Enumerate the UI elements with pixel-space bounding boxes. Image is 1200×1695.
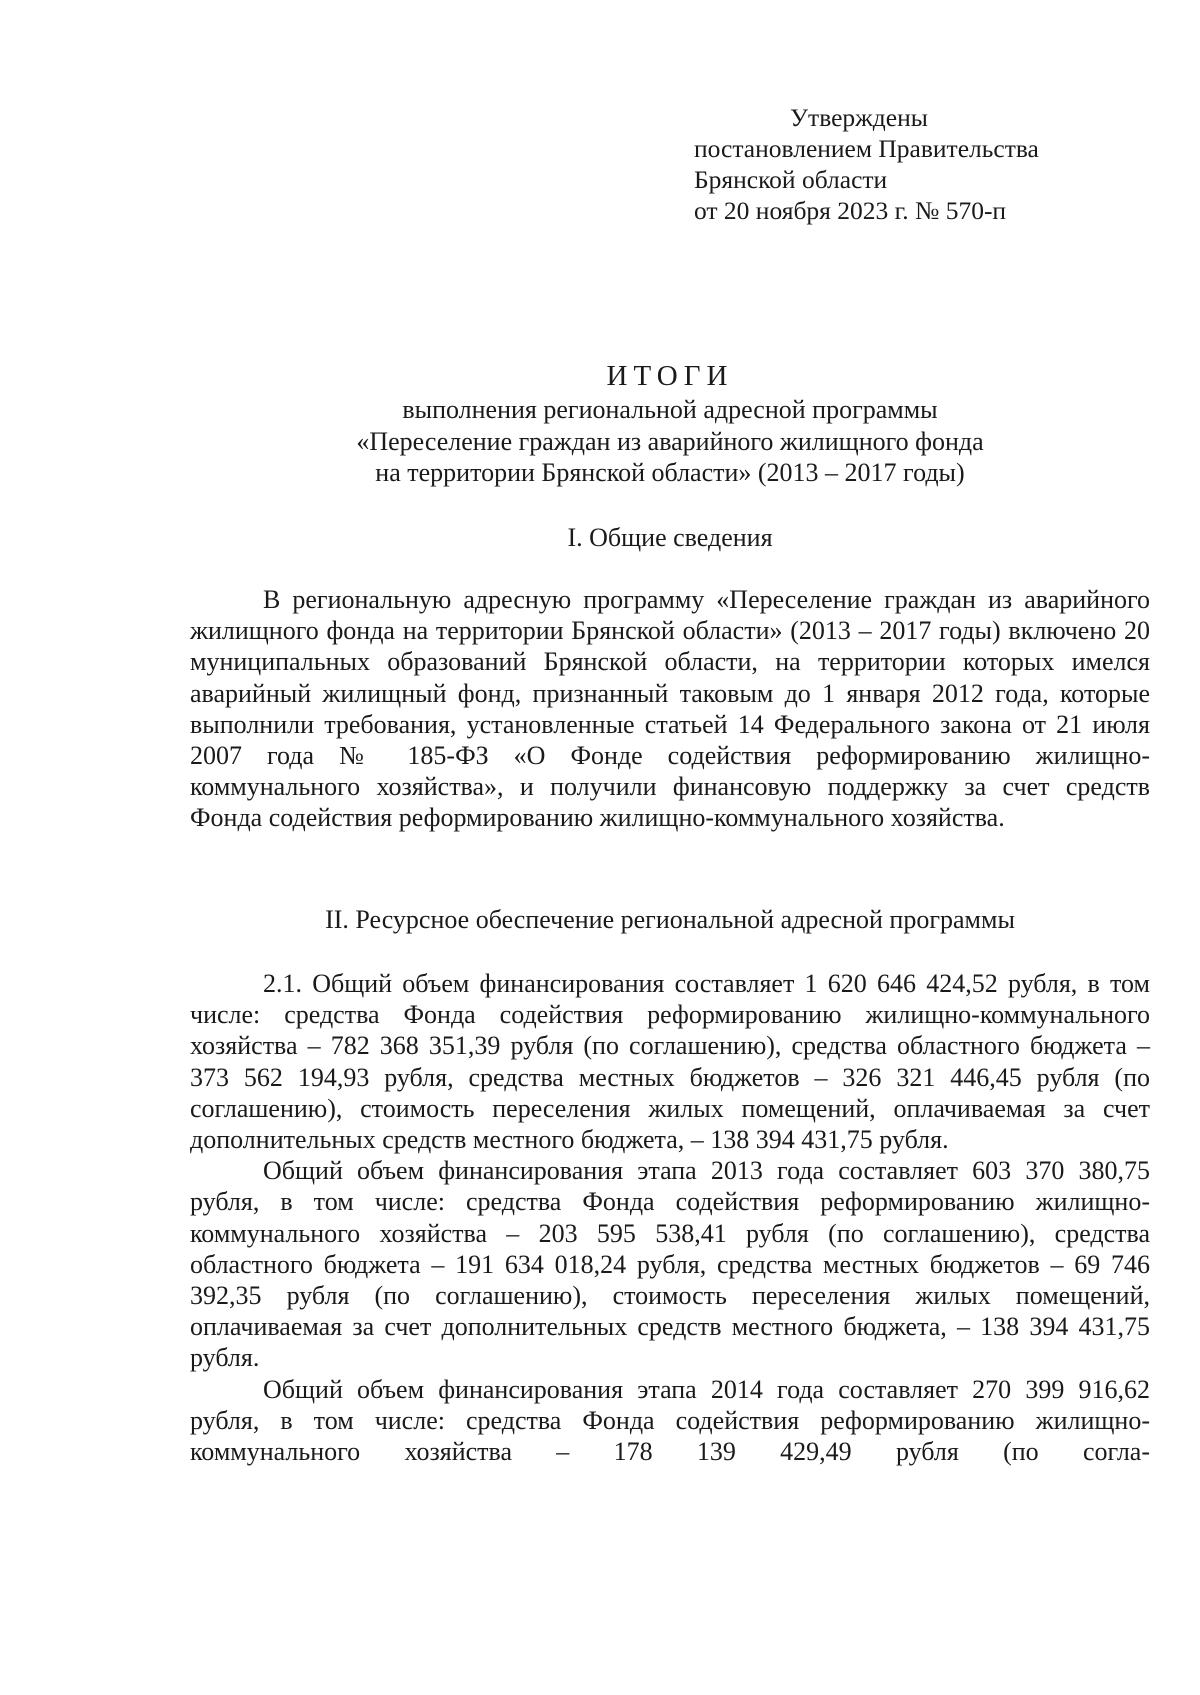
document-title: ИТОГИ: [606, 360, 734, 392]
approval-block: [694, 102, 1039, 226]
paragraph: 2.1. Общий объем финансирования составляет 1 620 646 424,52 рубля, в том числе: средства Фонда содействия реформированию жилищно-коммунального хозяйства – 782 368 351,39 рубля (по соглашению), средства областного бюджета – 373 562 194,93 рубля, средства местных бюджетов – 326 321 446,45 рубля (по соглашению), стоимость переселения жилых помещений, оплачиваемая за счет дополнительных средств местного бюджета, – 138 394 431,75 рубля.: [190, 969, 1150, 1155]
section-1-heading: I. Общие сведения: [567, 523, 773, 552]
paragraph: В региональную адресную программу «Переселение граждан из аварийного жилищного фонда на территории Брянской области» (2013 – 2017 годы) включено 20 муниципальных образований Брянской области, на территории которых имелся аварийный жилищный фонд, признанный таковым до 1 января 2012 года, которые выполнили требования, установленные статьей 14 Федерального закона от 21 июля 2007 года № 185-ФЗ «О Фонде содействия реформированию жилищно-коммунального хозяйства», и получили финансовую поддержку за счет средств Фонда содействия реформированию жилищно-коммунального хозяйства.: [190, 585, 1150, 833]
approval-line: постановлением Правительства: [694, 134, 1039, 163]
title-line: выполнения региональной адресной программы: [402, 395, 938, 424]
section-1-body: [190, 584, 1150, 834]
paragraph: Общий объем финансирования этапа 2014 года составляет 270 399 916,62 рубля, в том числе: средства Фонда содействия реформированию жилищно-коммунального хозяйства – 178 139 429,49 рубля (по согла-: [190, 1374, 1150, 1467]
approval-line: Брянской области: [694, 165, 888, 194]
paragraph: Общий объем финансирования этапа 2013 года составляет 603 370 380,75 рубля, в том числе: средства Фонда содействия реформированию жилищно-коммунального хозяйства – 203 595 538,41 рубля (по соглашению), средства областного бюджета – 191 634 018,24 рубля, средства местных бюджетов – 69 746 392,35 рубля (по соглашению), стоимость переселения жилых помещений, оплачиваемая за счет дополнительных средств местного бюджета, – 138 394 431,75 рубля.: [190, 1156, 1150, 1373]
section-2-body: [190, 968, 1150, 1467]
approval-date-number: от 20 ноября 2023 г. № 570-п: [694, 196, 1007, 225]
title-line: «Переселение граждан из аварийного жилищного фонда: [356, 426, 984, 456]
approval-line: Утверждены: [790, 103, 928, 132]
title-line: на территории Брянской области» (2013 – 2017 годы): [375, 458, 965, 487]
document-title-block: [190, 358, 1150, 489]
section-2-heading: II. Ресурсное обеспечение региональной адресной программы: [325, 905, 1015, 934]
